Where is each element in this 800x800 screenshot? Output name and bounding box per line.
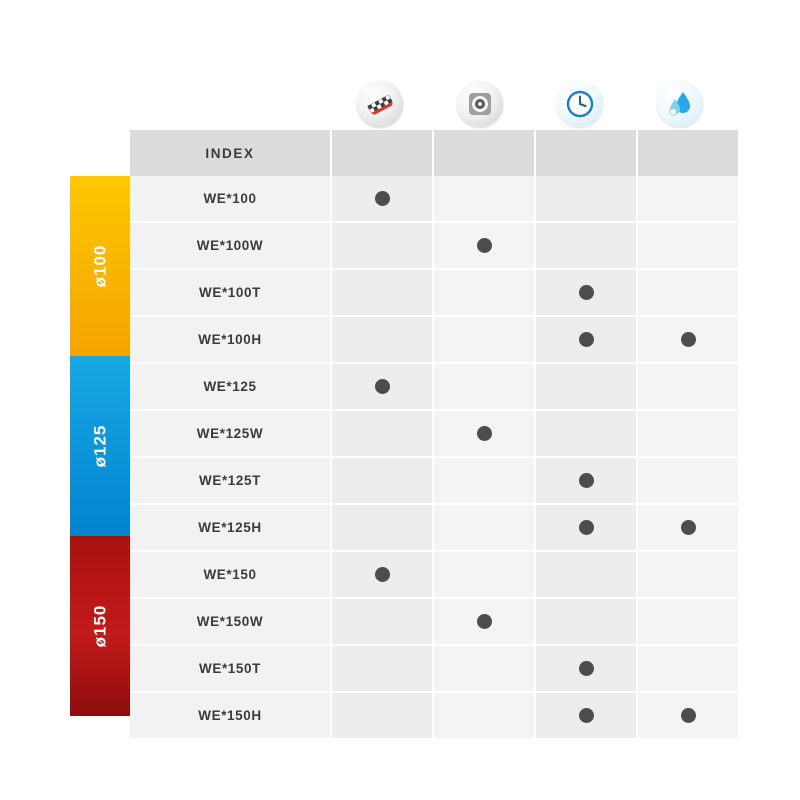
matrix-cell-empty xyxy=(637,222,738,269)
matrix-cell-marked xyxy=(637,692,738,738)
matrix-cell-empty xyxy=(433,176,535,222)
matrix-cell-empty xyxy=(433,645,535,692)
matrix-cell-empty xyxy=(535,363,637,410)
matrix-cell-empty xyxy=(535,551,637,598)
matrix-cell-empty xyxy=(535,598,637,645)
humidity-sensor-icon xyxy=(457,81,503,127)
row-label: WE*150H xyxy=(130,692,331,738)
group-tab-3 xyxy=(70,536,130,716)
matrix-cell-marked xyxy=(535,645,637,692)
column-icon-row xyxy=(330,78,730,130)
table-row xyxy=(130,457,738,504)
product-matrix-table xyxy=(130,130,738,738)
availability-dot-icon xyxy=(579,708,594,723)
matrix-cell-empty xyxy=(433,363,535,410)
matrix-cell-empty xyxy=(535,410,637,457)
matrix-cell-empty xyxy=(433,269,535,316)
matrix-cell-empty xyxy=(331,410,433,457)
group-tab-1 xyxy=(70,176,130,356)
matrix-cell-marked xyxy=(433,410,535,457)
availability-dot-icon xyxy=(477,614,492,629)
row-label: WE*125T xyxy=(130,457,331,504)
availability-dot-icon xyxy=(579,520,594,535)
table-row xyxy=(130,176,738,222)
column-icon-cell-4 xyxy=(630,78,730,130)
matrix-cell-marked xyxy=(433,598,535,645)
column-icon-cell-3 xyxy=(530,78,630,130)
matrix-cell-empty xyxy=(331,692,433,738)
table-row xyxy=(130,645,738,692)
availability-dot-icon xyxy=(579,285,594,300)
availability-dot-icon xyxy=(681,520,696,535)
header-blank-2 xyxy=(433,130,535,176)
table-header-row xyxy=(130,130,738,176)
water-droplet-icon xyxy=(657,81,703,127)
matrix-cell-empty xyxy=(637,410,738,457)
column-icon-cell-2 xyxy=(430,78,530,130)
matrix-cell-empty xyxy=(331,598,433,645)
header-blank-4 xyxy=(637,130,738,176)
matrix-cell-empty xyxy=(433,457,535,504)
availability-dot-icon xyxy=(579,473,594,488)
table-row xyxy=(130,410,738,457)
matrix-cell-marked xyxy=(331,363,433,410)
matrix-cell-empty xyxy=(331,645,433,692)
matrix-cell-marked xyxy=(535,692,637,738)
table-row xyxy=(130,222,738,269)
matrix-cell-empty xyxy=(433,551,535,598)
row-label: WE*150T xyxy=(130,645,331,692)
row-label: WE*100H xyxy=(130,316,331,363)
availability-dot-icon xyxy=(477,238,492,253)
matrix-cell-marked xyxy=(637,504,738,551)
table-row xyxy=(130,269,738,316)
table-row xyxy=(130,316,738,363)
availability-dot-icon xyxy=(477,426,492,441)
availability-dot-icon xyxy=(579,661,594,676)
matrix-cell-empty xyxy=(433,316,535,363)
matrix-cell-empty xyxy=(637,363,738,410)
availability-dot-icon xyxy=(375,191,390,206)
availability-dot-icon xyxy=(579,332,594,347)
row-label: WE*150 xyxy=(130,551,331,598)
matrix-cell-marked xyxy=(535,316,637,363)
row-label: WE*100W xyxy=(130,222,331,269)
matrix-cell-empty xyxy=(433,692,535,738)
row-label: WE*100 xyxy=(130,176,331,222)
matrix-cell-marked xyxy=(331,176,433,222)
availability-dot-icon xyxy=(375,567,390,582)
row-label: WE*100T xyxy=(130,269,331,316)
availability-dot-icon xyxy=(375,379,390,394)
matrix-cell-marked xyxy=(535,457,637,504)
table-row xyxy=(130,551,738,598)
matrix-cell-empty xyxy=(637,457,738,504)
matrix-cell-marked xyxy=(535,269,637,316)
group-tab-2-label: ø125 xyxy=(90,424,109,468)
table-row xyxy=(130,598,738,645)
availability-dot-icon xyxy=(681,708,696,723)
table-row xyxy=(130,692,738,738)
matrix-cell-empty xyxy=(637,551,738,598)
matrix-cell-empty xyxy=(331,222,433,269)
group-tab-3-label: ø150 xyxy=(90,604,109,648)
matrix-cell-empty xyxy=(535,176,637,222)
row-label: WE*125H xyxy=(130,504,331,551)
table-row xyxy=(130,504,738,551)
group-tab-2 xyxy=(70,356,130,536)
row-label: WE*150W xyxy=(130,598,331,645)
matrix-cell-empty xyxy=(433,504,535,551)
matrix-cell-empty xyxy=(331,316,433,363)
row-label: WE*125W xyxy=(130,410,331,457)
filter-dirt-icon xyxy=(357,81,403,127)
header-blank-3 xyxy=(535,130,637,176)
availability-dot-icon xyxy=(681,332,696,347)
column-icon-cell-1 xyxy=(330,78,430,130)
matrix-cell-empty xyxy=(637,645,738,692)
matrix-cell-empty xyxy=(637,598,738,645)
matrix-cell-empty xyxy=(637,176,738,222)
matrix-cell-marked xyxy=(331,551,433,598)
table-row xyxy=(130,363,738,410)
table-body xyxy=(130,176,738,738)
timer-clock-icon xyxy=(557,81,603,127)
index-header: INDEX xyxy=(130,130,331,176)
group-tab-1-label: ø100 xyxy=(90,244,109,288)
matrix-cell-marked xyxy=(535,504,637,551)
matrix-cell-empty xyxy=(637,269,738,316)
matrix-cell-empty xyxy=(535,222,637,269)
row-label: WE*125 xyxy=(130,363,331,410)
matrix-cell-empty xyxy=(331,504,433,551)
group-tabs xyxy=(70,176,130,716)
matrix-cell-marked xyxy=(433,222,535,269)
matrix-cell-empty xyxy=(331,457,433,504)
matrix-cell-empty xyxy=(331,269,433,316)
header-blank-1 xyxy=(331,130,433,176)
matrix-cell-marked xyxy=(637,316,738,363)
